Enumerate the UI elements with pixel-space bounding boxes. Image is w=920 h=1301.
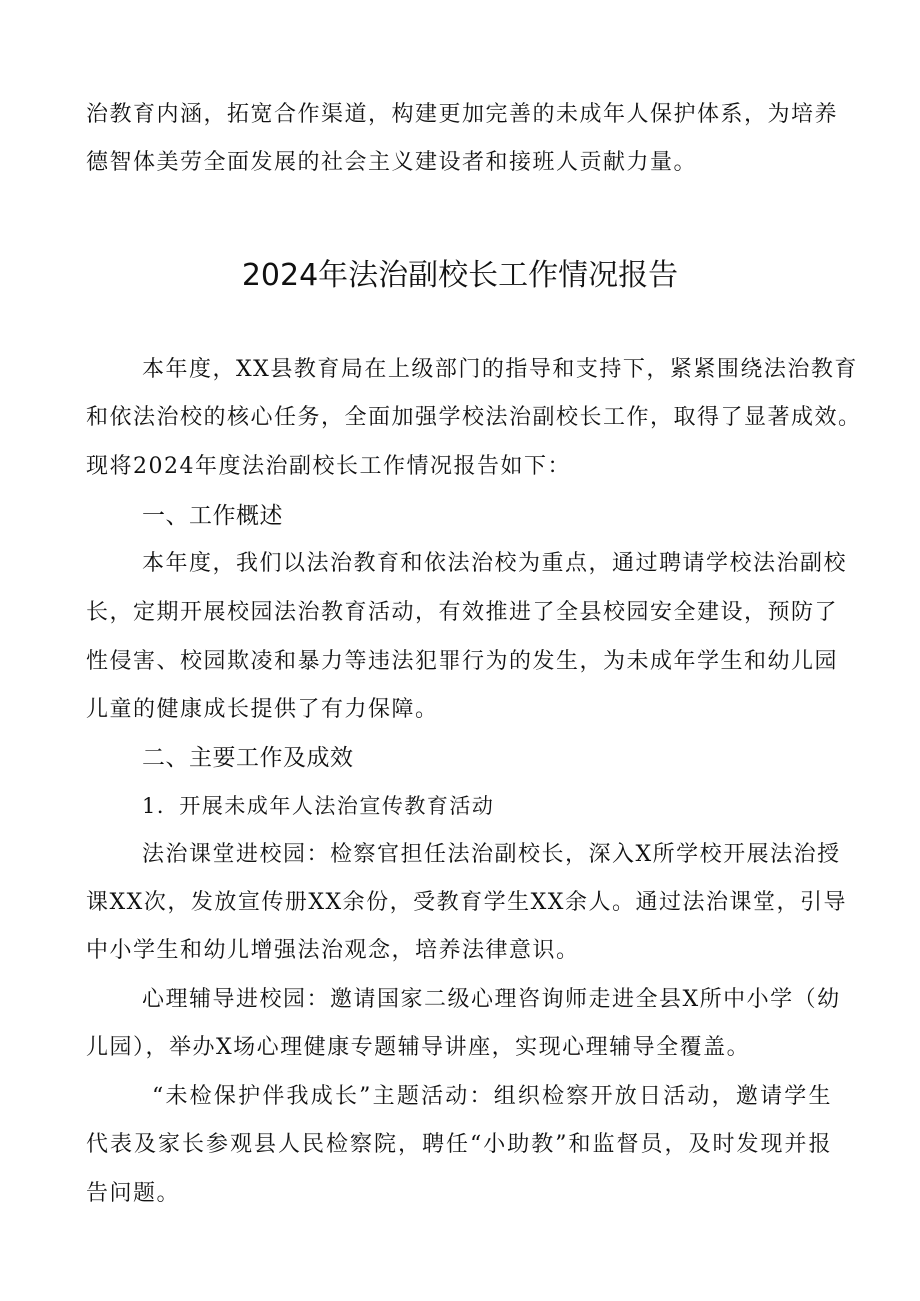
section-1-line-2: 长，定期开展校园法治教育活动，有效推进了全县校园安全建设，预防了 [86, 600, 839, 625]
p2-line-2: 儿园），举办X场心理健康专题辅导讲座，实现心理辅导全覆盖。 [86, 1035, 751, 1060]
continuation-line-2: 德智体美劳全面发展的社会主义建设者和接班人贡献力量。 [86, 150, 698, 175]
p2-line-1: 心理辅导进校园：邀请国家二级心理咨询师走进全县X所中小学（幼 [142, 987, 841, 1012]
section-1-line-4: 儿童的健康成长提供了有力保障。 [86, 697, 439, 722]
intro-line-3: 现将2024年度法治副校长工作情况报告如下： [86, 454, 571, 479]
p1-line-1: 法治课堂进校园：检察官担任法治副校长，深入X所学校开展法治授 [142, 842, 841, 867]
section-2-heading: 二、主要工作及成效 [142, 745, 354, 771]
section-1-heading: 一、工作概述 [142, 503, 283, 529]
continuation-line-1: 治教育内涵，拓宽合作渠道，构建更加完善的未成年人保护体系，为培养 [86, 102, 839, 127]
section-1-line-1: 本年度，我们以法治教育和依法治校为重点，通过聘请学校法治副校 [142, 551, 848, 576]
p3-line-1: “未检保护伴我成长”主题活动：组织检察开放日活动，邀请学生 [152, 1084, 832, 1109]
section-1-line-3: 性侵害、校园欺凌和暴力等违法犯罪行为的发生，为未成年学生和幼儿园 [86, 649, 839, 674]
intro-line-2: 和依法治校的核心任务，全面加强学校法治副校长工作，取得了显著成效。 [86, 405, 862, 430]
intro-line-1: 本年度，XX县教育局在上级部门的指导和支持下，紧紧围绕法治教育 [142, 357, 858, 382]
p3-line-3: 告问题。 [86, 1181, 181, 1206]
report-title: 2024年法治副校长工作情况报告 [241, 258, 679, 293]
subsection-1-heading: 1．开展未成年人法治宣传教育活动 [142, 794, 495, 818]
p1-line-2: 课XX次，发放宣传册XX余份，受教育学生XX余人。通过法治课堂，引导 [86, 890, 847, 915]
p3-line-2: 代表及家长参观县人民检察院，聘任“小助教”和监督员，及时发现并报 [86, 1132, 832, 1157]
p1-line-3: 中小学生和幼儿增强法治观念，培养法律意识。 [86, 938, 580, 963]
